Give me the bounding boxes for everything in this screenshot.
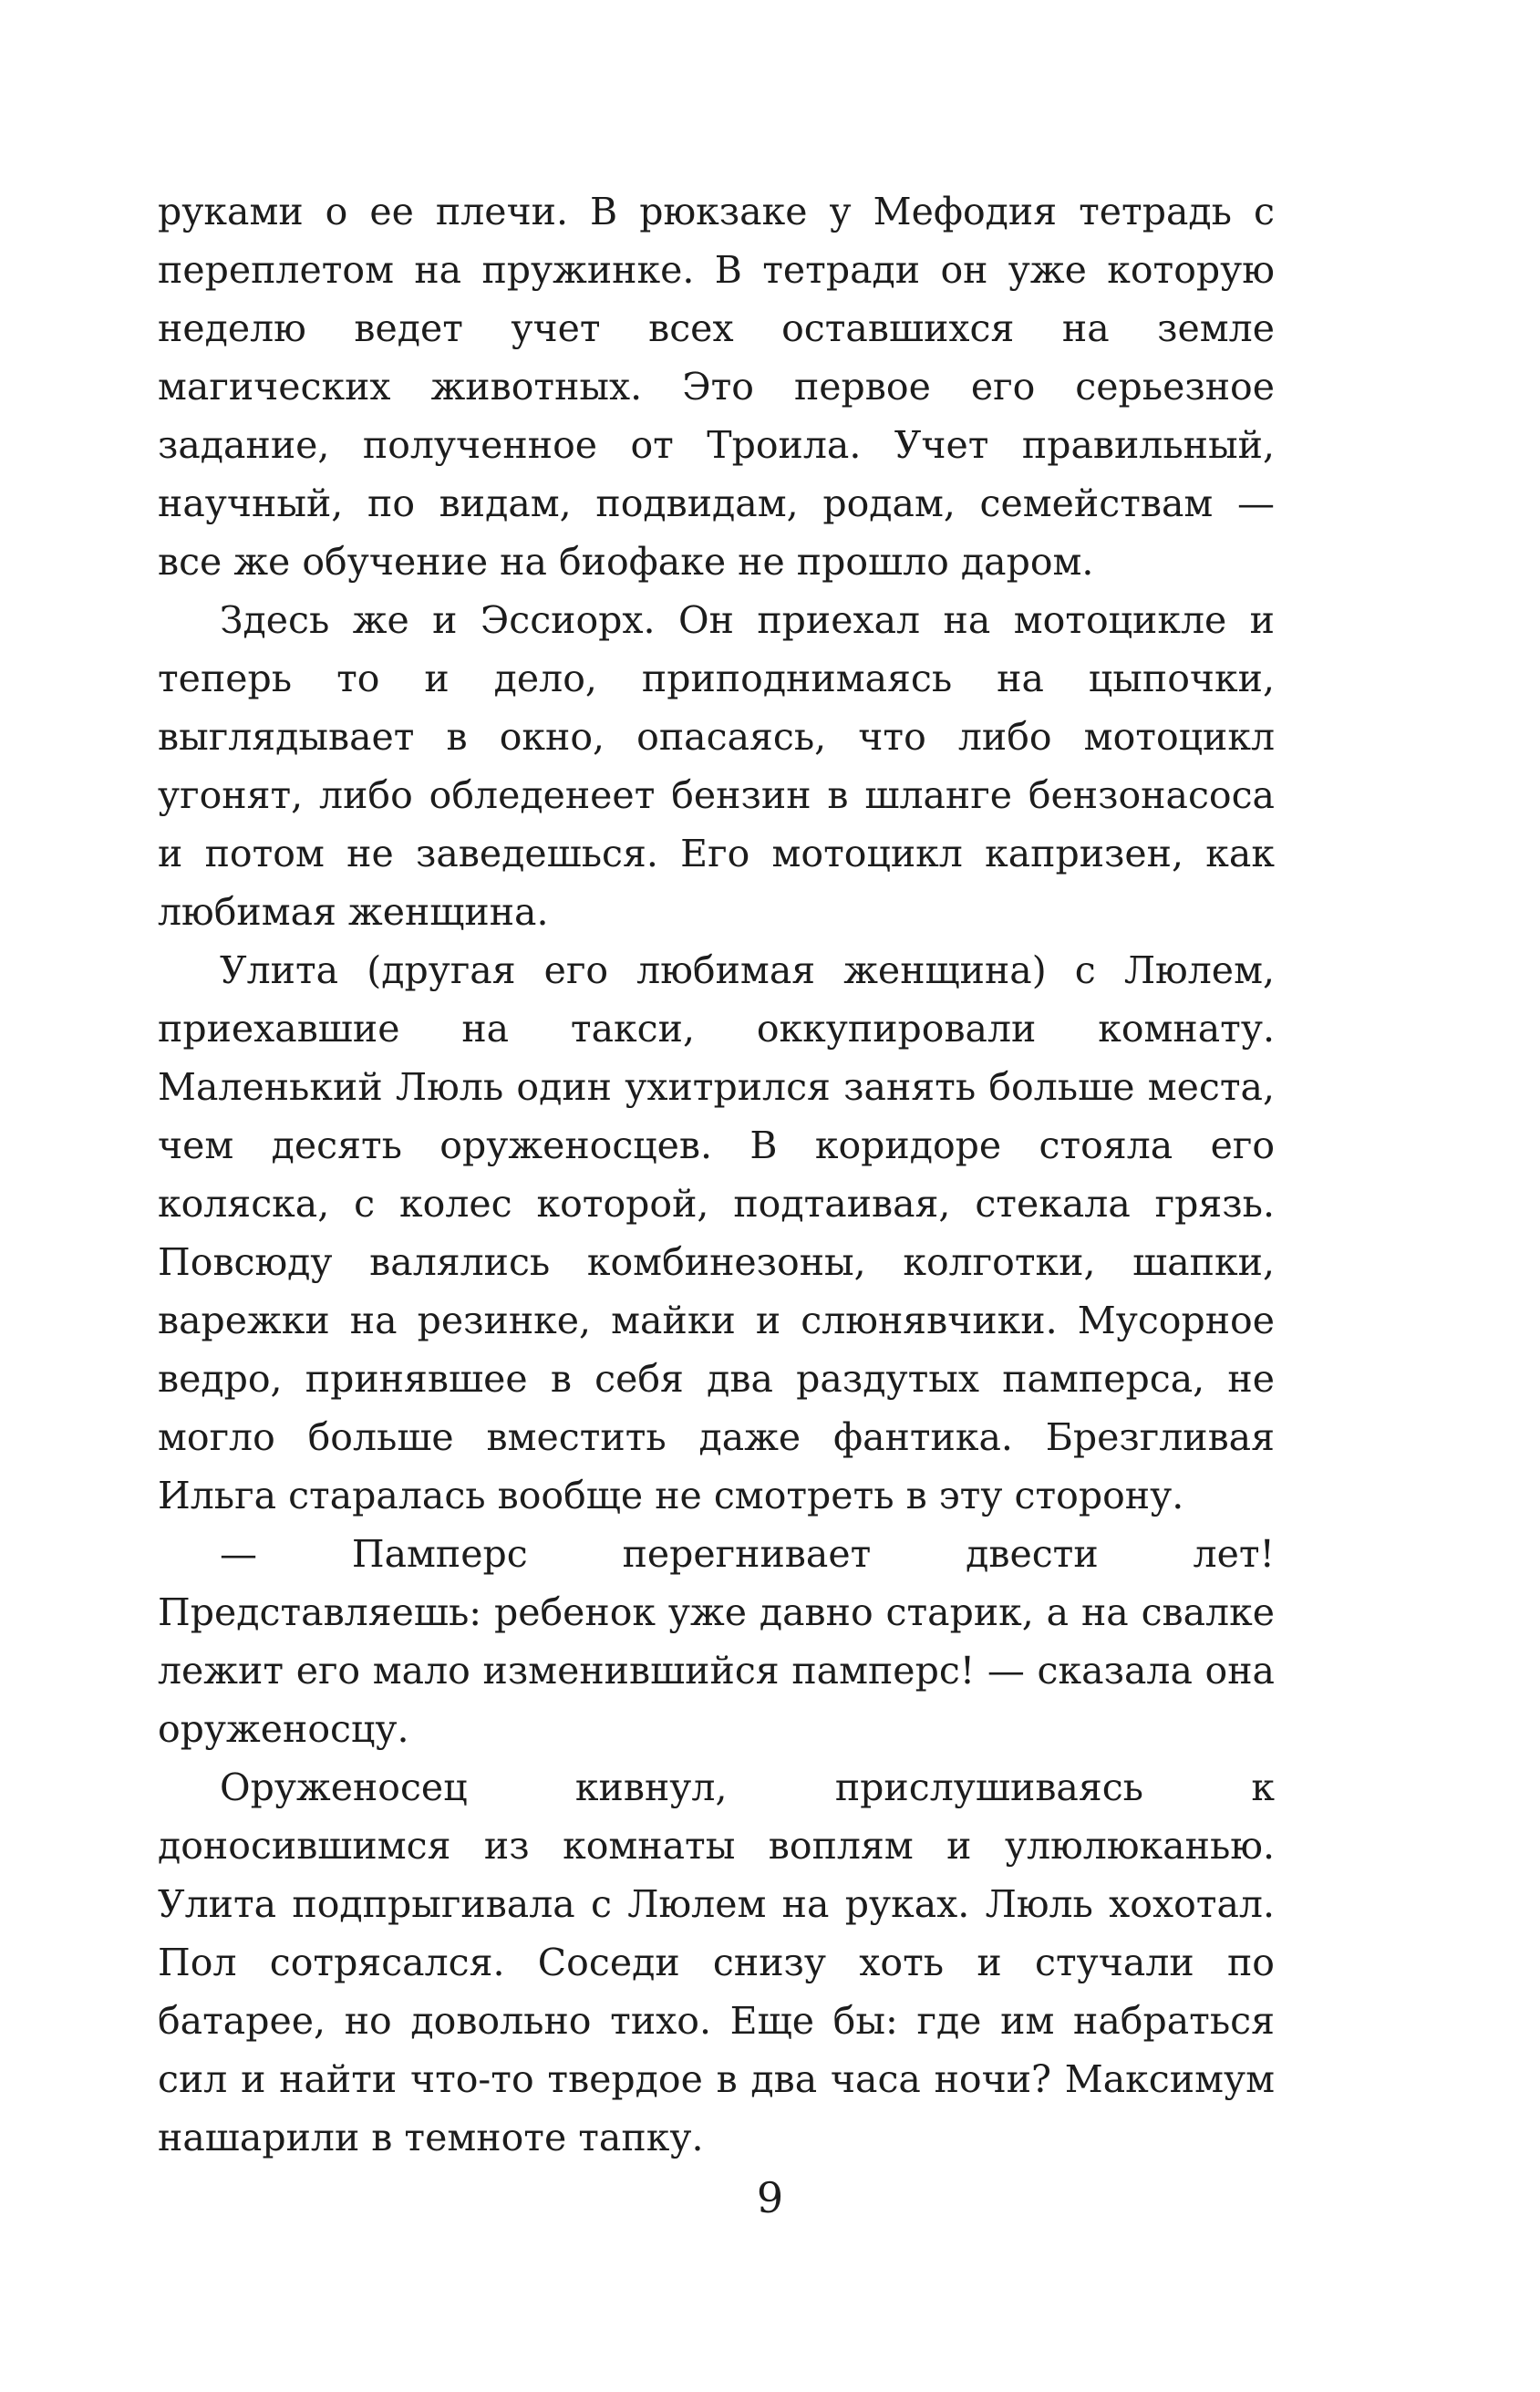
paragraph: руками о ее плечи. В рюкзаке у Мефодия тетрадь с переплетом на пружинке. В тетради он уже которую неделю ведет учет всех оставшихся на земле магических животных. Это первое его серьезное задание, полученное от Троила. Учет правильный, научный, по видам, подвидам, родам, семействам — все же обучение на биофаке не прошло даром. xyxy=(158,190,1275,584)
paragraph: Улита (другая его любимая женщина) с Люлем, приехавшие на такси, оккупировали комнату. Маленький Люль один ухитрился занять больше места, чем десять оруженосцев. В коридоре стояла его коляска, с колес которой, подтаивая, стекала грязь. Повсюду валялись комбинезоны, колготки, шапки, варежки на резинке, майки и слюнявчики. Мусорное ведро, принявшее в себя два раздутых памперса, не могло больше вместить даже фантика. Брезгливая Ильга старалась вообще не смотреть в эту сторону. xyxy=(158,948,1275,1517)
paragraph: Здесь же и Эссиорх. Он приехал на мотоцикле и теперь то и дело, приподнимаясь на цыпочки, выглядывает в окно, опасаясь, что либо мотоцикл угонят, либо обледенеет бензин в шланге бензонасоса и потом не заведешься. Его мотоцикл капризен, как любимая женщина. xyxy=(158,598,1275,934)
paragraph: Оруженосец кивнул, прислушиваясь к доносившимся из комнаты воплям и улюлюканью. Улита подпрыгивала с Люлем на руках. Люль хохотал. Пол сотрясался. Соседи снизу хоть и стучали по батарее, но довольно тихо. Еще бы: где им набраться сил и найти что-то твердое в два часа ночи? Максимум нашарили в темноте тапку. xyxy=(158,1766,1275,2159)
dialogue-paragraph: — Памперс перегнивает двести лет! Представляешь: ребенок уже давно старик, а на свалке лежит его мало изменившийся памперс! — сказала она оруженосцу. xyxy=(158,1532,1275,1751)
body-text xyxy=(158,182,1275,2167)
page-number: 9 xyxy=(756,2173,784,2222)
